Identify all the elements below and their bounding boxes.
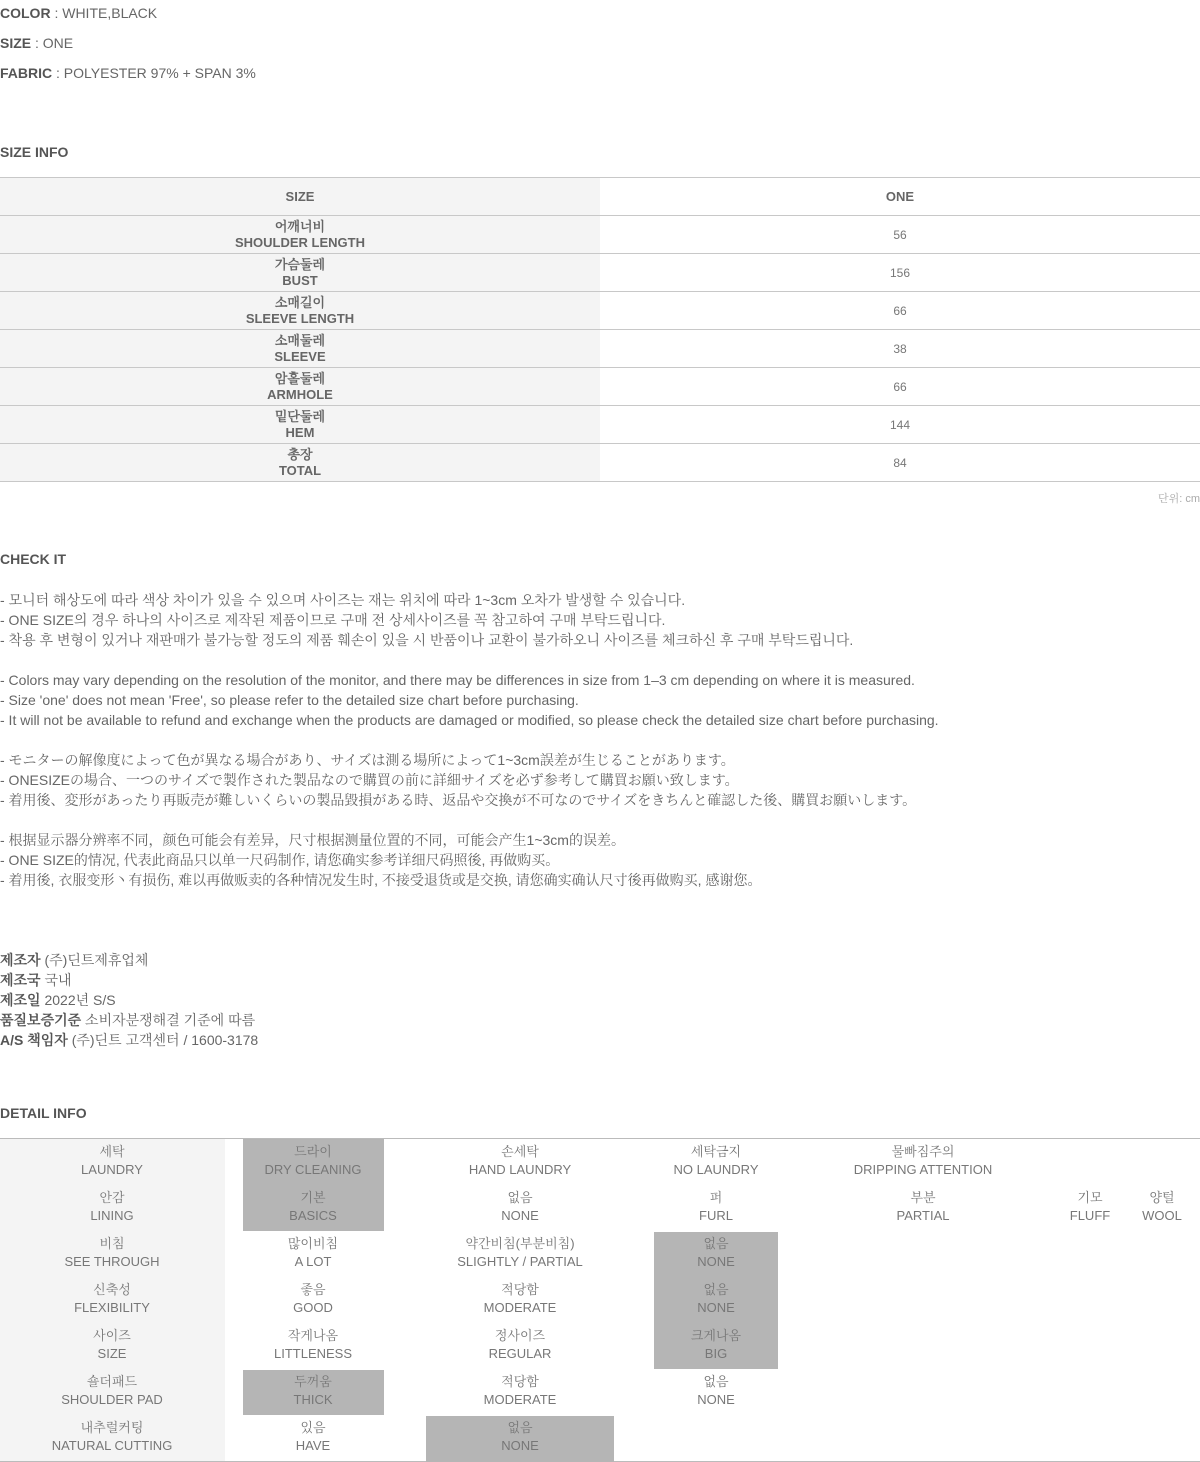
measure-value: 38: [600, 330, 1200, 368]
option-en: MODERATE: [483, 1392, 557, 1407]
notes-korean: [0, 590, 939, 650]
note-line: - ONE SIZE的情况, 代表此商品只以单一尺码制作, 请您确实参考详细尺码照後, 再做购买。: [0, 852, 560, 868]
manufacturer-info: [0, 950, 258, 1050]
measure-label: [0, 216, 600, 254]
detail-option: [430, 1373, 610, 1409]
size-table: [0, 177, 1200, 482]
option-en: A LOT: [294, 1254, 332, 1269]
note-line: - 착용 후 변형이 있거나 재판매가 불가능할 정도의 제품 훼손이 있을 시 반품이나 교환이 불가하오니 사이즈를 체크하신 후 구매 부탁드립니다.: [0, 632, 854, 648]
option-ko: 작게나옴: [287, 1328, 339, 1343]
option-en: SLIGHTLY / PARTIAL: [457, 1254, 583, 1269]
option-ko: 없음: [507, 1190, 533, 1205]
note-line: - Size 'one' does not mean 'Free', so please refer to the detailed size chart before purchasing.: [0, 692, 579, 708]
detail-option: [223, 1327, 403, 1363]
measure-label: [0, 254, 600, 292]
spec-key: FABRIC: [0, 65, 53, 81]
detail-option: [223, 1281, 403, 1317]
detail-option: [223, 1235, 403, 1271]
measure-en: SLEEVE: [274, 348, 326, 364]
option-ko: 세탁: [99, 1144, 125, 1159]
option-en: NATURAL CUTTING: [51, 1438, 173, 1453]
option-ko: 있음: [300, 1420, 326, 1435]
note-line: - It will not be available to refund and exchange when the products are damaged or modified, so please check the detailed size chart before purchasing.: [0, 712, 939, 728]
maker-line: [0, 950, 258, 970]
option-en: NO LAUNDRY: [673, 1162, 759, 1177]
spec-size: [0, 35, 256, 65]
maker-key: 제조자: [0, 952, 41, 968]
maker-line: [0, 990, 258, 1010]
option-en: SHOULDER PAD: [61, 1392, 163, 1407]
note-line: - モニターの解像度によって色が異なる場合があり、サイズは測る場所によって1~3cm誤差が生じることがあります。: [0, 752, 735, 768]
detail-option: [626, 1189, 806, 1225]
note-line: - 根据显示器分辨率不同，颜色可能会有差异，尺寸根据测量位置的不同，可能会产生1~3cm的误差。: [0, 832, 625, 848]
maker-key: A/S 책임자: [0, 1032, 68, 1048]
option-en: THICK: [293, 1392, 333, 1407]
measure-en: SHOULDER LENGTH: [235, 234, 365, 250]
spec-value: : ONE: [31, 35, 74, 51]
measure-ko: 소매둘레: [274, 332, 326, 348]
option-en: FLUFF: [1069, 1208, 1111, 1223]
maker-value: 국내: [40, 972, 72, 988]
detail-option: [626, 1235, 806, 1271]
option-en: GOOD: [293, 1300, 333, 1315]
option-ko: 기본: [300, 1190, 326, 1205]
table-row: [0, 330, 1200, 368]
table-row: [0, 216, 1200, 254]
detail-row-label: [22, 1373, 202, 1409]
measure-label: [0, 368, 600, 406]
detail-option: [626, 1143, 806, 1179]
detail-option: [223, 1419, 403, 1455]
table-row: [0, 368, 1200, 406]
option-ko: 신축성: [93, 1282, 131, 1297]
option-ko: 물빠짐주의: [891, 1144, 955, 1159]
option-ko: 적당함: [501, 1374, 539, 1389]
option-en: HAVE: [295, 1438, 331, 1453]
option-en: NONE: [501, 1208, 539, 1223]
maker-key: 제조국: [0, 972, 41, 988]
size-header-value: ONE: [600, 178, 1200, 216]
option-ko: 없음: [703, 1282, 729, 1297]
detail-row-label: [22, 1235, 202, 1271]
option-en: FLEXIBILITY: [74, 1300, 150, 1315]
note-line: - 着用後、変形があったり再販売が難しいくらいの製品毀損がある時、返品や交換が不可なのでサイズをきちんと確認した後、購買お願いします。: [0, 792, 917, 808]
note-line: - ONESIZEの場合、一つのサイズで製作された製品なので購買の前に詳細サイズを必ず参考して購買お願い致します。: [0, 772, 739, 788]
detail-option: [430, 1235, 610, 1271]
detail-option: [223, 1143, 403, 1179]
table-row: [0, 254, 1200, 292]
measure-en: HEM: [285, 424, 315, 440]
detail-option: [430, 1189, 610, 1225]
option-ko: 숄더패드: [86, 1374, 138, 1389]
detail-info-title: DETAIL INFO: [0, 1105, 87, 1121]
option-en: BIG: [704, 1346, 728, 1361]
option-ko: 양털: [1149, 1190, 1175, 1205]
option-ko: 부분: [910, 1190, 936, 1205]
spec-key: SIZE: [0, 35, 32, 51]
option-ko: 없음: [703, 1236, 729, 1251]
detail-row-label: [22, 1281, 202, 1317]
option-en: DRIPPING ATTENTION: [853, 1162, 993, 1177]
note-line: - Colors may vary depending on the resolution of the monitor, and there may be differences in size from 1–3 cm depending on where it is measured.: [0, 672, 915, 688]
measure-label: [0, 292, 600, 330]
option-ko: 세탁금지: [690, 1144, 742, 1159]
check-it-title: CHECK IT: [0, 551, 67, 567]
option-en: NONE: [697, 1254, 735, 1269]
maker-value: 2022년 S/S: [40, 992, 116, 1008]
option-ko: 내추럴커팅: [80, 1420, 144, 1435]
table-row: [0, 406, 1200, 444]
measure-ko: 소매길이: [274, 294, 326, 310]
measure-label: [0, 330, 600, 368]
detail-option: [430, 1281, 610, 1317]
option-ko: 많이비침: [287, 1236, 339, 1251]
spec-key: COLOR: [0, 5, 51, 21]
spec-color: [0, 5, 256, 35]
detail-row-label: [22, 1327, 202, 1363]
notes-japanese: [0, 750, 939, 810]
option-ko: 정사이즈: [494, 1328, 546, 1343]
option-en: SIZE: [97, 1346, 127, 1361]
option-ko: 손세탁: [501, 1144, 539, 1159]
spec-fabric: [0, 65, 256, 95]
measure-value: 66: [600, 368, 1200, 406]
detail-option: [833, 1143, 1013, 1179]
spec-value: : WHITE,BLACK: [50, 5, 158, 21]
detail-row-label: [22, 1189, 202, 1225]
maker-key: 품질보증기준: [0, 1012, 82, 1028]
maker-value: (주)딘트 고객센터 / 1600-3178: [67, 1032, 259, 1048]
measure-en: ARMHOLE: [267, 386, 333, 402]
measure-ko: 가슴둘레: [274, 256, 326, 272]
measure-value: 84: [600, 444, 1200, 482]
option-en: REGULAR: [488, 1346, 552, 1361]
option-en: WOOL: [1142, 1208, 1182, 1223]
measure-value: 144: [600, 406, 1200, 444]
option-en: PARTIAL: [896, 1208, 950, 1223]
product-specs: [0, 5, 256, 95]
option-en: LAUNDRY: [81, 1162, 143, 1177]
maker-key: 제조일: [0, 992, 41, 1008]
measure-value: 156: [600, 254, 1200, 292]
option-en: LITTLENESS: [273, 1346, 353, 1361]
option-en: MODERATE: [483, 1300, 557, 1315]
size-table-header: [0, 178, 1200, 216]
detail-option: [626, 1281, 806, 1317]
detail-row-label: [22, 1143, 202, 1179]
measure-ko: 총장: [287, 446, 313, 462]
option-ko: 기모: [1077, 1190, 1103, 1205]
option-ko: 없음: [507, 1420, 533, 1435]
detail-option: [430, 1143, 610, 1179]
table-row: [0, 292, 1200, 330]
measure-ko: 암홀둘레: [274, 370, 326, 386]
measure-en: BUST: [282, 272, 318, 288]
option-en: BASICS: [289, 1208, 337, 1223]
check-it-notes: [0, 590, 939, 910]
notes-english: [0, 670, 939, 730]
measure-value: 56: [600, 216, 1200, 254]
maker-line: [0, 1010, 258, 1030]
option-ko: 좋음: [300, 1282, 326, 1297]
size-header-label: SIZE: [0, 178, 600, 216]
note-line: - 着用後, 衣服变形丶有损伤, 难以再做贩卖的各种情况发生时, 不接受退货或是交换, 请您确实确认尺寸後再做购买, 感谢您。: [0, 872, 762, 888]
option-ko: 크게나옴: [690, 1328, 742, 1343]
option-ko: 드라이: [294, 1144, 332, 1159]
option-ko: 없음: [703, 1374, 729, 1389]
detail-option: [1072, 1189, 1200, 1225]
measure-ko: 밑단둘레: [274, 408, 326, 424]
option-en: LINING: [90, 1208, 134, 1223]
option-en: DRY CLEANING: [264, 1162, 362, 1177]
option-ko: 안감: [99, 1190, 125, 1205]
size-info-title: SIZE INFO: [0, 144, 69, 160]
measure-label: [0, 406, 600, 444]
detail-option: [223, 1373, 403, 1409]
spec-value: : POLYESTER 97% + SPAN 3%: [52, 65, 256, 81]
detail-option: [833, 1189, 1013, 1225]
option-en: NONE: [697, 1300, 735, 1315]
option-en: FURL: [699, 1208, 733, 1223]
option-ko: 사이즈: [93, 1328, 131, 1343]
measure-ko: 어깨너비: [274, 218, 326, 234]
note-line: - 모니터 해상도에 따라 색상 차이가 있을 수 있으며 사이즈는 재는 위치에 따라 1~3cm 오차가 발생할 수 있습니다.: [0, 592, 686, 608]
maker-value: (주)딘트제휴업체: [40, 952, 149, 968]
measure-value: 66: [600, 292, 1200, 330]
option-en: SEE THROUGH: [64, 1254, 160, 1269]
option-ko: 약간비침(부분비침): [465, 1236, 575, 1251]
note-line: - ONE SIZE의 경우 하나의 사이즈로 제작된 제품이므로 구매 전 상세사이즈를 꼭 참고하여 구매 부탁드립니다.: [0, 612, 666, 628]
option-ko: 적당함: [501, 1282, 539, 1297]
maker-value: 소비자분쟁해결 기준에 따름: [81, 1012, 256, 1028]
option-en: HAND LAUNDRY: [468, 1162, 572, 1177]
maker-line: [0, 1030, 258, 1050]
maker-line: [0, 970, 258, 990]
detail-option: [626, 1373, 806, 1409]
detail-option: [430, 1327, 610, 1363]
detail-row-label: [22, 1419, 202, 1455]
detail-option: [223, 1189, 403, 1225]
notes-chinese: [0, 830, 939, 890]
detail-info-grid: [0, 1138, 1200, 1462]
measure-en: SLEEVE LENGTH: [245, 310, 355, 326]
option-ko: 비침: [99, 1236, 125, 1251]
measure-label: [0, 444, 600, 482]
option-ko: 두꺼움: [294, 1374, 332, 1389]
measure-en: TOTAL: [278, 462, 322, 478]
option-en: NONE: [501, 1438, 539, 1453]
option-ko: 퍼: [709, 1190, 723, 1205]
size-unit-note: 단위: cm: [1157, 493, 1200, 505]
option-en: NONE: [697, 1392, 735, 1407]
detail-option: [430, 1419, 610, 1455]
table-row: [0, 444, 1200, 482]
detail-option: [626, 1327, 806, 1363]
